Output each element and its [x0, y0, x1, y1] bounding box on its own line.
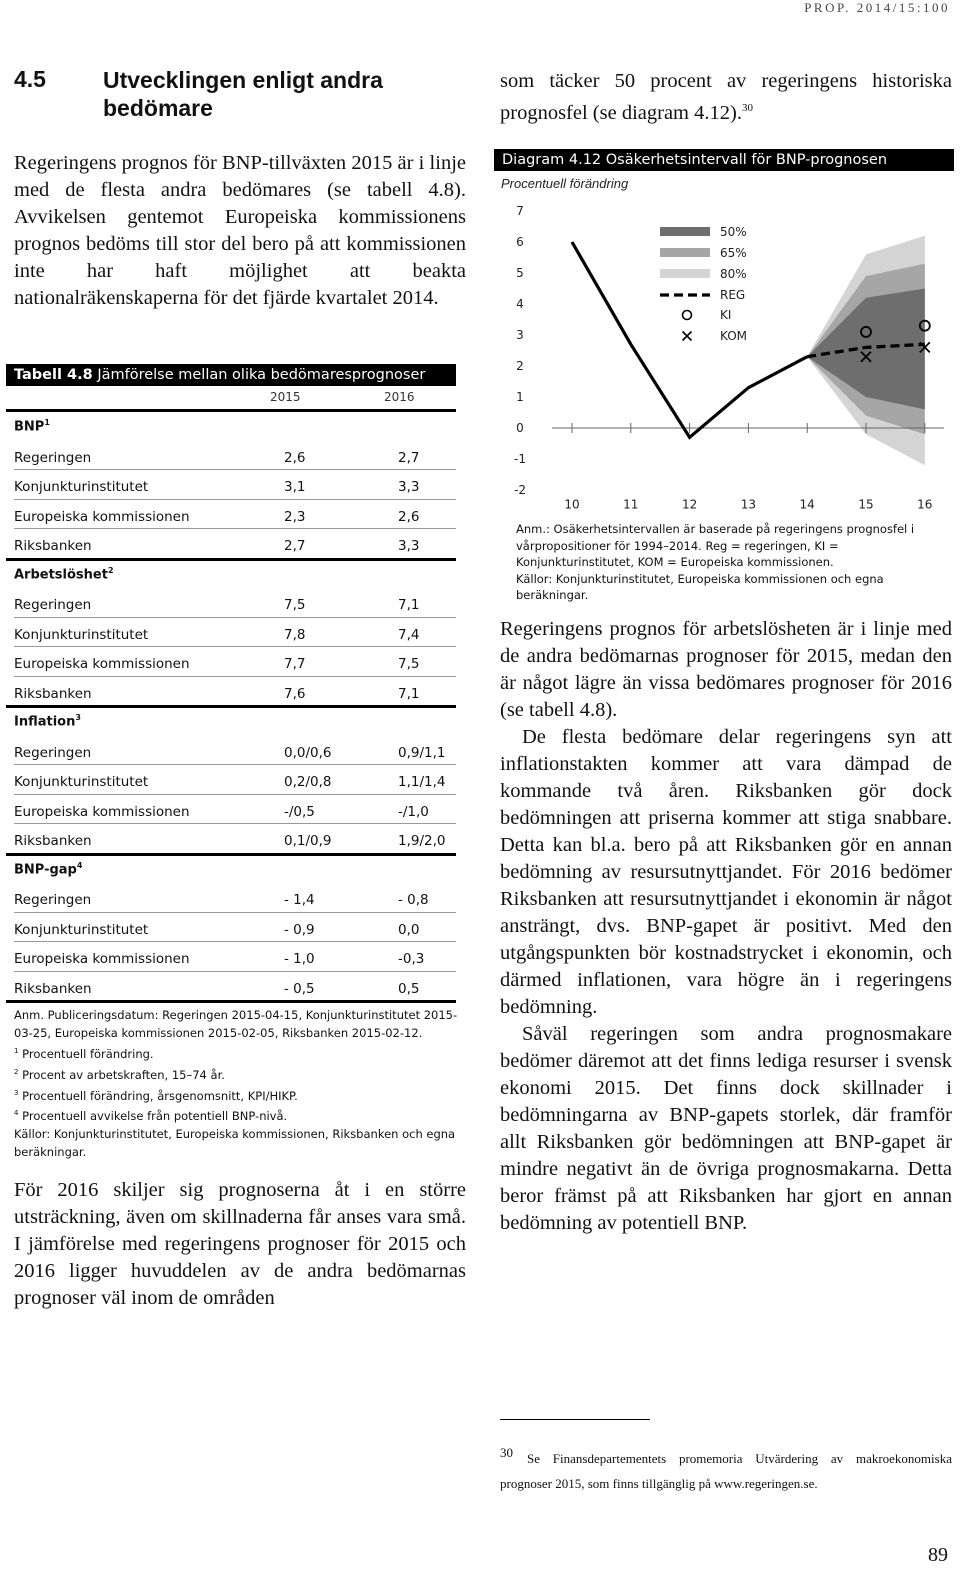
x-tick-label: 10: [564, 497, 580, 512]
cell-2016: 2,6: [398, 508, 420, 525]
cell-2015: 2,3: [284, 508, 306, 525]
cell-2015: - 0,9: [284, 921, 315, 938]
body-paragraph: De flesta bedömare delar regeringens syn att inflationstakten kommer att vara dämpad de kommande två åren. Riksbanken gör dock bedömningen att priserna kommer att stiga snabbare. Detta kan bl.a. bero på att Riksbanken gör en annan bedömning av resursutnyttjandet. För 2016 bedömer Riksbanken att resursutnyttjandet i ekonomin är något ansträngt, dvs. BNP-gapet är positivt. Med den utgångspunkten bör kostnadstrycket i ekonomin, och därmed inflationen, vara högre än i regeringens bedömning.: [500, 726, 952, 1018]
x-tick-label: 14: [799, 497, 815, 512]
cell-2015: 7,8: [284, 626, 306, 643]
y-tick-label: -2: [514, 483, 526, 497]
cell-2016: -/1,0: [398, 803, 429, 820]
table-row: [14, 833, 456, 861]
table-row: [14, 745, 456, 773]
legend-swatch-50: [660, 227, 710, 236]
row-rule: [14, 823, 456, 824]
page-number: 89: [928, 1544, 948, 1566]
legend-label: KI: [720, 308, 732, 322]
gdp-fan-chart: [494, 194, 944, 516]
footnote-rule: [500, 1419, 650, 1420]
cell-2016: 7,1: [398, 685, 420, 702]
diagram-notes: [516, 521, 956, 604]
cell-2015: 7,6: [284, 685, 306, 702]
cell-2015: 2,6: [284, 449, 306, 466]
legend-swatch-80: [660, 269, 710, 278]
section-title: Utvecklingen enligt andra bedömare: [103, 67, 383, 121]
legend-label: 65%: [720, 246, 747, 260]
diagram-sources: Källor: Konjunkturinstitutet, Europeiska kommissionen och egna beräkningar.: [516, 571, 884, 602]
cell-2016: 7,4: [398, 626, 420, 643]
row-label: Konjunkturinstitutet: [14, 774, 149, 790]
table-row: [14, 509, 456, 537]
row-rule: [14, 912, 456, 913]
section-rule: [6, 558, 456, 561]
cell-2015: 0,1/0,9: [284, 833, 332, 849]
body-paragraph: Regeringens prognos för arbetslösheten är i linje med de andra bedömarnas prognoser för 2015, medan den är något lägre än vissa bedömares prognoser för 2016 (se tabell 4.8).: [500, 618, 952, 721]
row-rule: [14, 794, 456, 795]
row-label: Regeringen: [14, 597, 92, 613]
cell-2015: -/0,5: [284, 803, 315, 820]
table-footnote: $^1$ Procentuell förändring.: [14, 1046, 154, 1061]
table-footnote: $^2$ Procent av arbetskraften, 15–74 år.: [14, 1067, 225, 1082]
diagram-caption: Diagram 4.12 Osäkerhetsintervall för BNP-prognosen: [494, 149, 954, 171]
body-paragraph: För 2016 skiljer sig prognoserna åt i en större utsträckning, även om skillnaderna får anses vara små. I jämförelse med regeringens prognoser för 2015 och 2016 ligger huvuddelen av de andra bedömarnas prognoser väl inom de områden: [14, 1179, 466, 1309]
legend-label: KOM: [720, 329, 748, 343]
table-row: [14, 981, 456, 1009]
cell-2015: 7,5: [284, 597, 306, 613]
table-row: [14, 656, 456, 684]
row-label: Riksbanken: [14, 833, 92, 849]
table-row: [14, 538, 456, 566]
row-rule: [14, 646, 456, 647]
row-rule: [14, 617, 456, 618]
cell-2015: 0,2/0,8: [284, 774, 332, 790]
legend-label: 50%: [720, 225, 747, 239]
legend-swatch-ki: [683, 311, 692, 320]
cell-2016: -0,3: [398, 951, 425, 967]
cell-2015: 0,0/0,6: [284, 744, 332, 761]
y-tick-label: 1: [516, 390, 524, 404]
row-label: Regeringen: [14, 449, 92, 466]
table-caption-number: Tabell 4.8: [14, 367, 93, 383]
table-row: [14, 450, 456, 478]
row-rule: [14, 941, 456, 942]
table-row: [14, 804, 456, 832]
footnote-number: 30: [500, 1445, 513, 1460]
table-section-title: Arbetslöshet$^2$: [14, 565, 114, 582]
cell-2016: 1,9/2,0: [398, 833, 446, 849]
row-rule: [14, 499, 456, 500]
table-row: [14, 479, 456, 507]
table-notes: [14, 1006, 460, 1161]
cell-2016: 0,0: [398, 921, 420, 938]
table-sources: Källor: Konjunkturinstitutet, Europeiska kommissionen, Riksbanken och egna beräkningar.: [14, 1127, 456, 1160]
row-label: Konjunkturinstitutet: [14, 626, 149, 643]
table-row: [14, 686, 456, 714]
row-label: Riksbanken: [14, 685, 92, 702]
x-tick-label: 12: [681, 497, 698, 512]
body-paragraph: som täcker 50 procent av regeringens historiska prognosfel (se diagram 4.12).$^{30}$: [500, 70, 952, 124]
row-label: Europeiska kommissionen: [14, 656, 190, 672]
table-row: [14, 627, 456, 655]
cell-2016: 0,9/1,1: [398, 744, 446, 761]
y-tick-label: -1: [514, 452, 526, 466]
cell-2015: - 0,5: [284, 980, 315, 997]
legend-label: 80%: [720, 267, 747, 281]
body-paragraph: Såväl regeringen som andra prognosmakare bedömer däremot att det finns lediga resurser i svensk ekonomi 2015. Det finns dock skillnader i bedömningarna av BNP-gapets storlek, där framför allt Riksbanken gör bedömningen att BNP-gapet är mindre negativt än de övriga prognosmakarna. Detta beror främst på att Riksbanken har gjort en annan bedömning av potentiell BNP.: [500, 1023, 952, 1234]
body-paragraph: Regeringens prognos för BNP-tillväxten 2015 är i linje med de flesta andra bedömares (se tabell 4.8). Avvikelsen gentemot Europeiska kommissionens prognos bedöms till stor del bero på att kommissionen inte har haft möjlighet att beakta nationalräkenskaperna för det fjärde kvartalet 2014.: [14, 152, 466, 309]
cell-2015: - 1,0: [284, 951, 315, 967]
legend-swatch-kom: [683, 332, 692, 341]
row-label: Regeringen: [14, 744, 92, 761]
y-tick-label: 4: [516, 297, 524, 311]
legend-swatch-65: [660, 248, 710, 257]
x-tick-label: 16: [917, 497, 933, 512]
cell-2016: 3,3: [398, 538, 420, 554]
diagram-anm: Anm.: Osäkerhetsintervallen är baserade på regeringens prognosfel i vårpropositioner för 1994–2014. Reg = regeringen, KI = Konjunkturinstitutet, KOM = Europeiska kommissionen.: [516, 522, 915, 569]
table-row: [14, 597, 456, 625]
table-footnote: $^3$ Procentuell förändring, årsgenomsnitt, KPI/HIKP.: [14, 1088, 298, 1103]
y-tick-label: 0: [516, 421, 524, 435]
cell-2015: 2,7: [284, 538, 306, 554]
footnote: [500, 1446, 952, 1496]
table-caption: [6, 364, 456, 386]
y-tick-label: 5: [516, 266, 524, 280]
year-2016: 2016: [384, 390, 415, 404]
y-tick-label: 6: [516, 235, 524, 249]
row-label: Riksbanken: [14, 538, 92, 554]
row-rule: [14, 971, 456, 972]
cell-2016: 3,3: [398, 479, 420, 495]
table-row: [14, 922, 456, 950]
y-tick-label: 3: [516, 328, 524, 342]
running-header: PROP. 2014/15:100: [804, 0, 950, 15]
table-row: [14, 951, 456, 979]
cell-2016: 2,7: [398, 449, 420, 466]
body-text: [500, 616, 952, 1237]
row-label: Europeiska kommissionen: [14, 803, 190, 820]
cell-2015: 7,7: [284, 656, 306, 672]
cell-2016: 0,5: [398, 980, 420, 997]
row-rule: [14, 469, 456, 470]
section-number: 4.5: [14, 66, 46, 92]
table-row: [14, 892, 456, 920]
cell-2015: 3,1: [284, 479, 306, 495]
y-tick-label: 7: [516, 204, 524, 218]
table-section-title: BNP-gap$^4$: [14, 860, 83, 877]
table-anm: Anm. Publiceringsdatum: Regeringen 2015-04-15, Konjunkturinstitutet 2015-03-25, Europeiska kommissionen 2015-02-05, Riksbanken 2015-02-12.: [14, 1008, 458, 1040]
cell-2015: - 1,4: [284, 892, 315, 908]
x-tick-label: 13: [740, 497, 757, 512]
year-2015: 2015: [270, 390, 301, 404]
row-label: Riksbanken: [14, 980, 92, 997]
table-top-rule: [6, 409, 456, 412]
table-row: [14, 774, 456, 802]
row-label: Konjunkturinstitutet: [14, 479, 149, 495]
row-label: Regeringen: [14, 892, 92, 908]
section-rule: [6, 853, 456, 856]
cell-2016: 7,1: [398, 597, 420, 613]
table-caption-text: Jämförelse mellan olika bedömaresprognoser: [97, 367, 426, 383]
diagram-subtitle: Procentuell förändring: [501, 176, 629, 191]
legend-label: REG: [720, 288, 746, 302]
footnote-text: Se Finansdepartementets promemoria Utvärdering av makroekonomiska prognoser 2015, som finns tillgänglig på www.regeringen.se.: [500, 1451, 952, 1491]
row-rule: [14, 764, 456, 765]
row-rule: [14, 676, 456, 677]
table-section-title: BNP$^1$: [14, 418, 50, 435]
cell-2016: 1,1/1,4: [398, 774, 446, 790]
section-rule: [6, 705, 456, 708]
row-label: Europeiska kommissionen: [14, 951, 190, 967]
row-label: Konjunkturinstitutet: [14, 921, 149, 938]
footnote-ref[interactable]: 30: [741, 102, 753, 114]
cell-2016: - 0,8: [398, 892, 429, 908]
cell-2016: 7,5: [398, 656, 420, 672]
x-tick-label: 11: [623, 497, 639, 512]
table-footnote: $^4$ Procentuell avvikelse från potentiell BNP-nivå.: [14, 1109, 288, 1124]
section-rule: [6, 1000, 456, 1003]
x-tick-label: 15: [858, 497, 874, 512]
row-rule: [14, 528, 456, 529]
y-tick-label: 2: [516, 359, 524, 373]
table-section-title: Inflation$^3$: [14, 713, 81, 730]
row-label: Europeiska kommissionen: [14, 508, 190, 525]
